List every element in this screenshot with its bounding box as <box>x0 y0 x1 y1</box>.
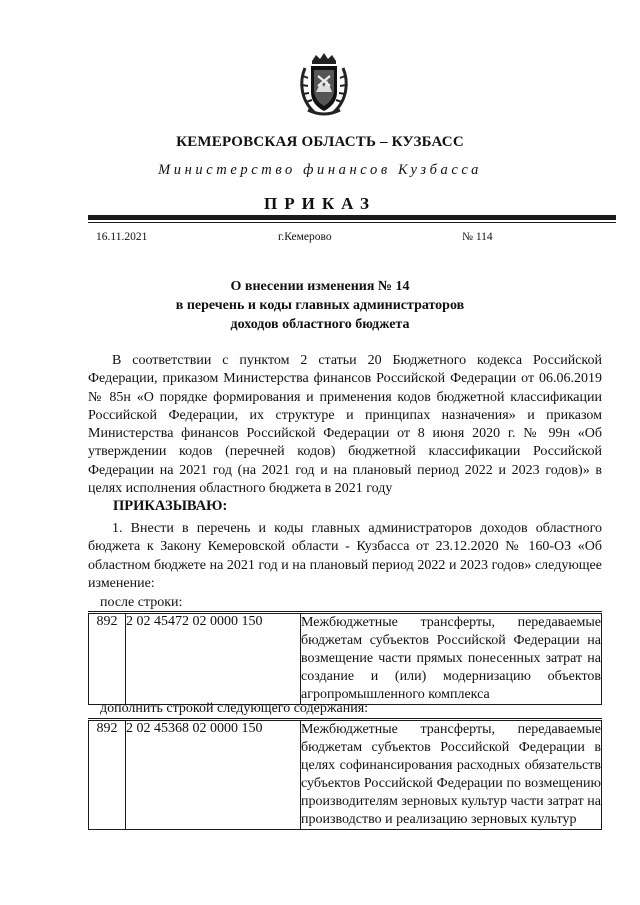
admin-code-cell: 892 <box>89 613 126 705</box>
order-date: 16.11.2021 <box>96 231 148 243</box>
order-city: г.Кемерово <box>278 231 332 243</box>
region-name: КЕМЕРОВСКАЯ ОБЛАСТЬ – КУЗБАСС <box>176 134 464 150</box>
revenue-code-cell: 2 02 45368 02 0000 150 <box>126 720 301 830</box>
heading-line-1: О внесении изменения № 14 <box>230 279 410 294</box>
preamble-paragraph: В соответствии с пунктом 2 статьи 20 Бюджетного кодекса Российской Федерации, приказом Министерства финансов Российской Федерации от 06.06.2019 № 85н «О порядке формирования и применения кодов бюджетной классификации Российской Федерации, их структуре и принципах назначения» и приказом Министерства финансов Российской Федерации от 8 июня 2020 г. № 99н «Об утверждении кодов (перечней кодов) бюджетной классификации Российской Федерации на 2021 год (на 2021 год и на плановый период 2022 и 2023 годов)» в целях исполнения областного бюджета в 2021 году <box>88 353 602 497</box>
document-type-title: ПРИКАЗ <box>264 194 376 213</box>
order-number: № 114 <box>462 231 493 243</box>
description-cell: Межбюджетные трансферты, передаваемые бюджетам субъектов Российской Федерации в целях софинансирования расходных обязательств субъектов Российской Федерации по возмещению производителям зерновых культур части затрат на производство и реализацию зерновых культур <box>301 720 602 830</box>
revenue-code-cell: 2 02 45472 02 0000 150 <box>126 613 301 705</box>
table-row <box>89 613 602 705</box>
header-divider-thin <box>88 222 616 223</box>
header-divider-thick <box>88 215 616 220</box>
description-cell: Межбюджетные трансферты, передаваемые бюджетам субъектов Российской Федерации на возмещение части прямых понесенных затрат на создание и (или) модернизацию объектов агропромышленного комплекса <box>301 613 602 705</box>
heading-line-3: доходов областного бюджета <box>230 317 410 332</box>
existing-row-table <box>88 611 602 705</box>
ministry-name: Министерство финансов Кузбасса <box>158 162 482 178</box>
item-1-paragraph: 1. Внести в перечень и коды главных администраторов доходов областного бюджета к Закону Кемеровской области - Кузбасса от 23.12.2020 № 160-ОЗ «Об областном бюджете на 2021 год и на плановый период 2022 и 2023 годов» следующее изменение: <box>88 521 602 591</box>
order-heading <box>0 277 640 334</box>
after-row-label: после строки: <box>100 595 183 610</box>
table-row <box>89 720 602 830</box>
admin-code-cell: 892 <box>89 720 126 830</box>
kuzbass-coat-of-arms-icon <box>296 52 352 118</box>
order-verb: ПРИКАЗЫВАЮ: <box>113 498 228 514</box>
heading-line-2: в перечень и коды главных администраторов <box>175 298 465 313</box>
new-row-table <box>88 718 602 830</box>
add-row-label: дополнить строкой следующего содержания: <box>100 701 369 716</box>
